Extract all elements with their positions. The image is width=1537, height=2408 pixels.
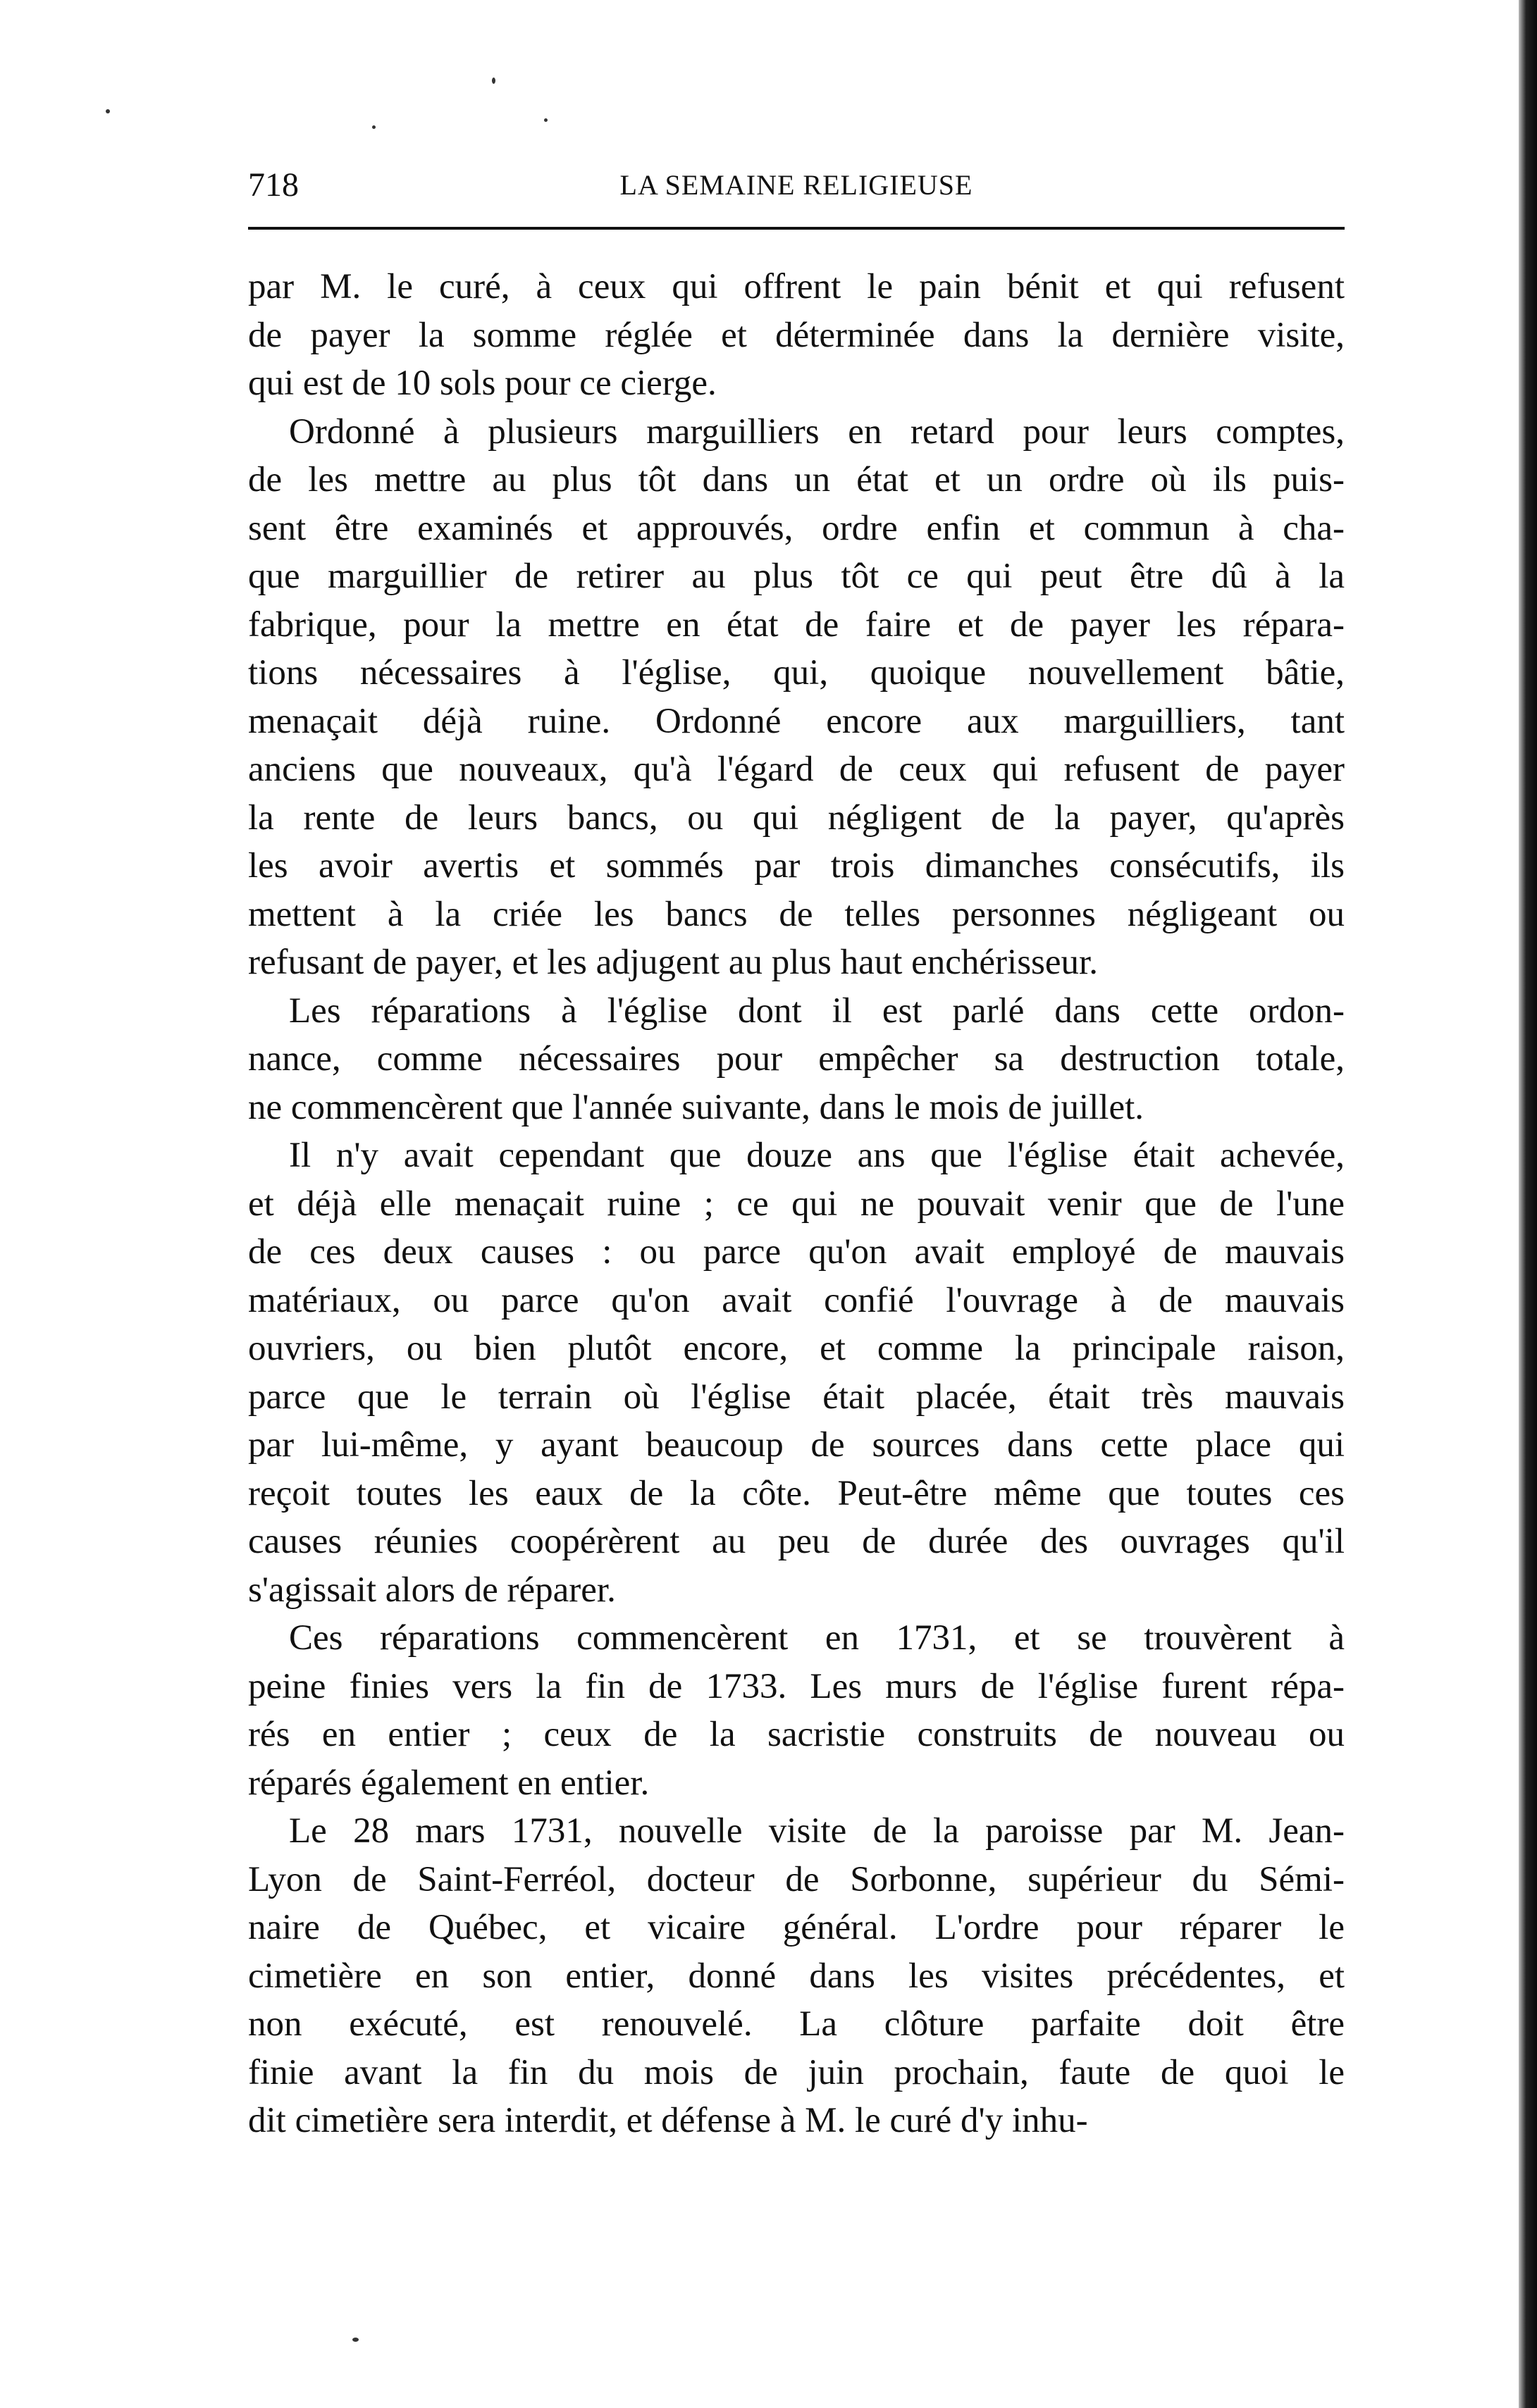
text-line: ouvriers, ou bien plutôt encore, et comme la principale raison, xyxy=(248,1329,1345,1368)
text-line: de ces deux causes : ou parce qu'on avait employé de mauvais xyxy=(248,1232,1345,1272)
text-line: finie avant la fin du mois de juin prochain, faute de quoi le xyxy=(248,2052,1345,2092)
page-number: 718 xyxy=(248,166,299,204)
running-head: LA SEMAINE RELIGIEUSE xyxy=(619,169,973,201)
text-line: de payer la somme réglée et déterminée dans la dernière visite, xyxy=(248,315,1345,355)
text-line: rés en entier ; ceux de la sacristie construits de nouveau ou xyxy=(248,1715,1345,1754)
scan-speck xyxy=(352,2338,359,2342)
text-line: la rente de leurs bancs, ou qui négligent de la payer, qu'après xyxy=(248,798,1345,838)
text-line: peine finies vers la fin de 1733. Les murs de l'église furent répa- xyxy=(248,1666,1345,1706)
text-line: naire de Québec, et vicaire général. L'ordre pour réparer le xyxy=(248,1908,1345,1947)
page-edge-shadow xyxy=(1519,0,1537,2408)
text-line: anciens que nouveaux, qu'à l'égard de ceux qui refusent de payer xyxy=(248,750,1345,789)
text-line: les avoir avertis et sommés par trois dimanches consécutifs, ils xyxy=(248,846,1345,886)
paragraph xyxy=(248,263,1345,408)
paragraph xyxy=(248,1131,1345,1614)
text-line: Lyon de Saint-Ferréol, docteur de Sorbonne, supérieur du Sémi- xyxy=(248,1859,1345,1899)
text-line: tions nécessaires à l'église, qui, quoique nouvellement bâtie, xyxy=(248,653,1345,693)
text-line: reçoit toutes les eaux de la côte. Peut-être même que toutes ces xyxy=(248,1473,1345,1513)
text-line: matériaux, ou parce qu'on avait confié l'ouvrage à de mauvais xyxy=(248,1280,1345,1320)
paragraph xyxy=(248,408,1345,987)
text-line: cimetière en son entier, donné dans les visites précédentes, et xyxy=(248,1956,1345,1996)
text-line: s'agissait alors de réparer. xyxy=(248,1570,616,1610)
text-line: fabrique, pour la mettre en état de faire et de payer les répara- xyxy=(248,604,1345,645)
text-line: causes réunies coopérèrent au peu de durée des ouvrages qu'il xyxy=(248,1522,1345,1561)
text-line: de les mettre au plus tôt dans un état et un ordre où ils puis- xyxy=(248,460,1345,499)
text-line: refusant de payer, et les adjugent au plus haut enchérisseur. xyxy=(248,943,1098,982)
text-line: dit cimetière sera interdit, et défense à M. le curé d'y inhu- xyxy=(248,2101,1088,2140)
page-header xyxy=(248,161,1345,210)
text-line: Ces réparations commencèrent en 1731, et se trouvèrent à xyxy=(289,1618,1345,1658)
scan-speck xyxy=(544,118,548,122)
text-line: non exécuté, est renouvelé. La clôture parfaite doit être xyxy=(248,2004,1345,2044)
text-line: qui est de 10 sols pour ce cierge. xyxy=(248,364,717,403)
scan-speck xyxy=(372,125,376,129)
text-line: Il n'y avait cependant que douze ans que l'église était achevée, xyxy=(289,1136,1345,1175)
text-line: nance, comme nécessaires pour empêcher sa destruction totale, xyxy=(248,1039,1345,1079)
scan-speck xyxy=(492,77,495,84)
paragraph xyxy=(248,987,1345,1132)
text-line: ne commencèrent que l'année suivante, dans le mois de juillet. xyxy=(248,1087,1144,1127)
text-line: et déjà elle menaçait ruine ; ce qui ne pouvait venir que de l'une xyxy=(248,1184,1345,1224)
text-line: Ordonné à plusieurs marguilliers en retard pour leurs comptes, xyxy=(289,411,1345,452)
body-text xyxy=(248,263,1345,2145)
text-line: par lui-même, y ayant beaucoup de sources dans cette place qui xyxy=(248,1425,1345,1465)
text-line: réparés également en entier. xyxy=(248,1763,650,1803)
text-line: parce que le terrain où l'église était placée, était très mauvais xyxy=(248,1377,1345,1417)
text-line: menaçait déjà ruine. Ordonné encore aux marguilliers, tant xyxy=(248,701,1345,741)
text-line: mettent à la criée les bancs de telles personnes négligeant ou xyxy=(248,894,1345,934)
text-line: Le 28 mars 1731, nouvelle visite de la paroisse par M. Jean- xyxy=(289,1811,1345,1851)
text-line: par M. le curé, à ceux qui offrent le pain bénit et qui refusent xyxy=(248,267,1345,306)
header-rule xyxy=(248,227,1345,230)
text-line: sent être examinés et approuvés, ordre enfin et commun à cha- xyxy=(248,508,1345,548)
text-line: que marguillier de retirer au plus tôt ce qui peut être dû à la xyxy=(248,557,1345,596)
paragraph xyxy=(248,1807,1345,2145)
text-line: Les réparations à l'église dont il est parlé dans cette ordon- xyxy=(289,991,1345,1031)
paragraph xyxy=(248,1614,1345,1807)
scan-speck xyxy=(106,109,110,113)
